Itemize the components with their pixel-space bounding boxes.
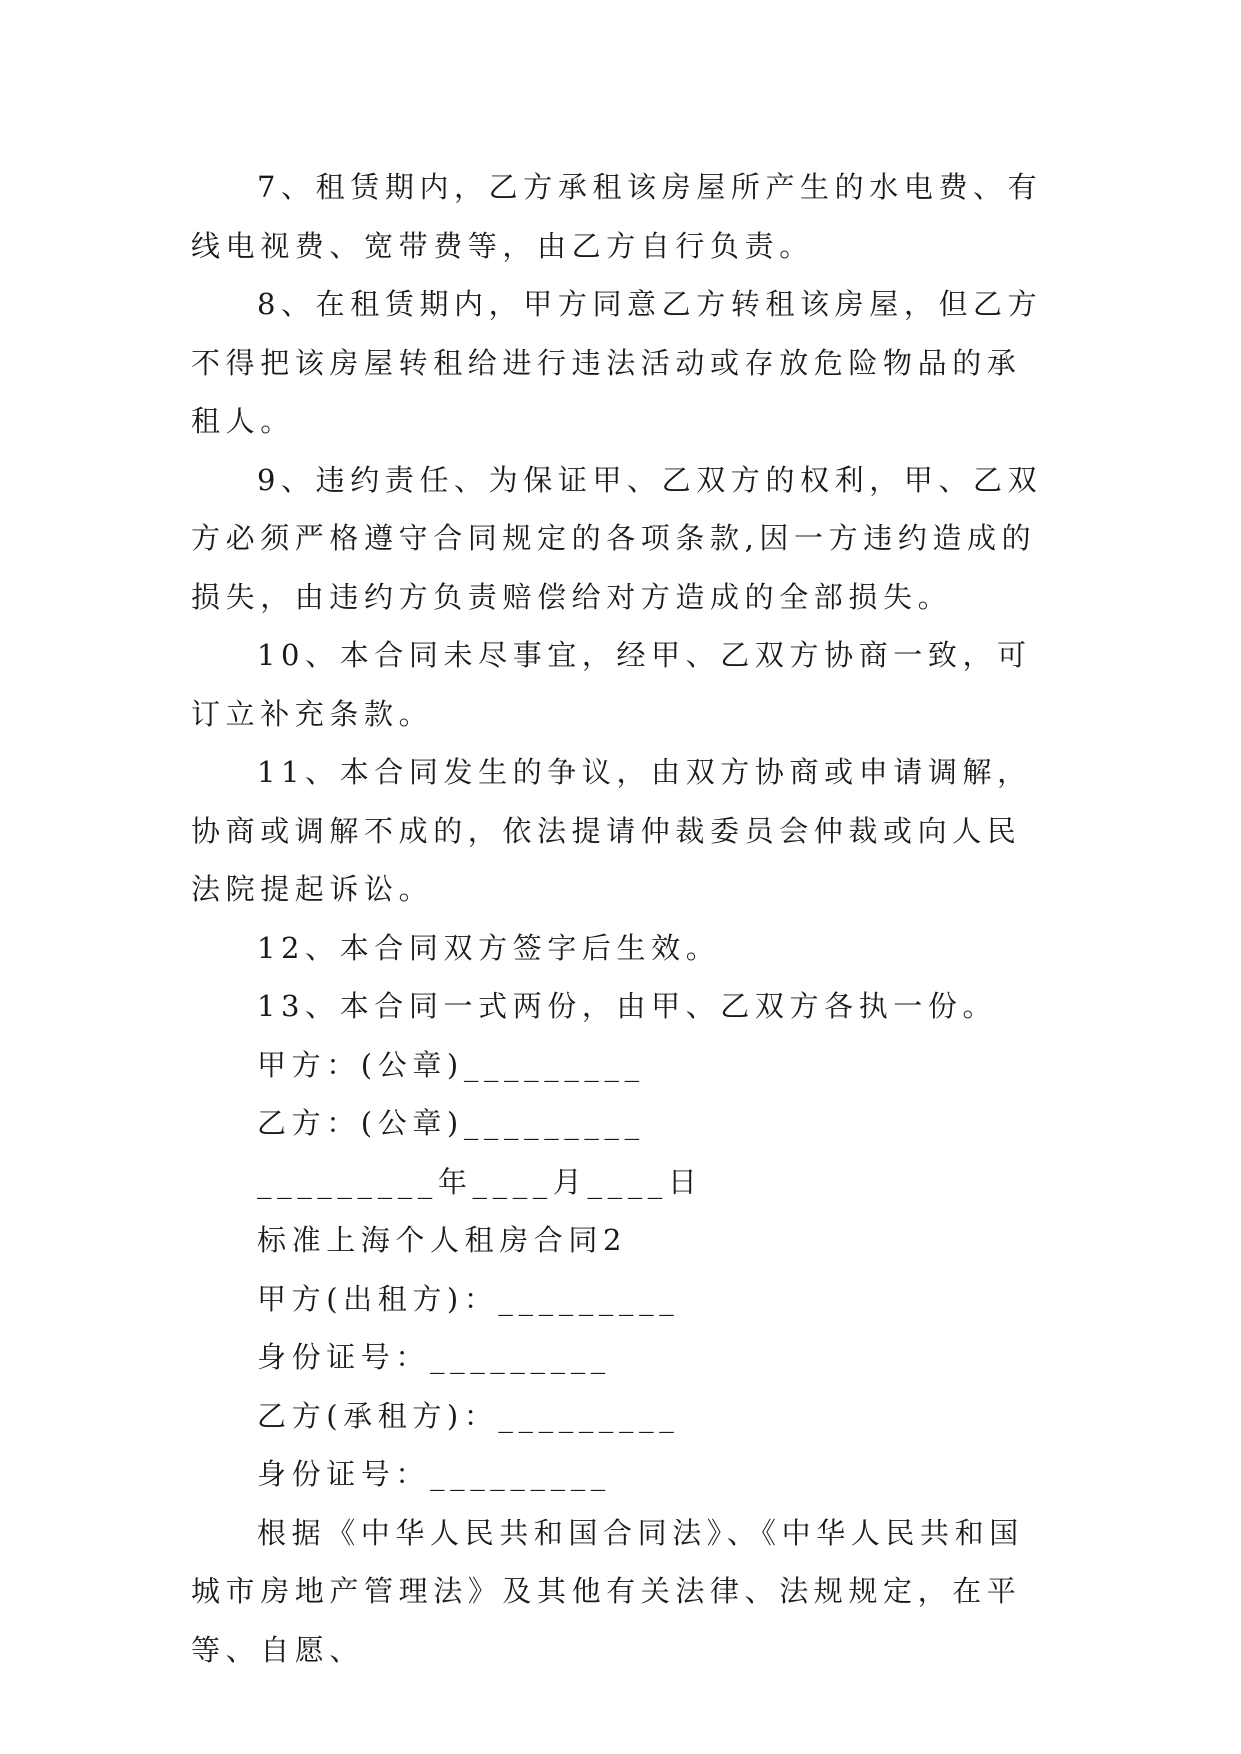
clause-13: 13、本合同一式两份，由甲、乙双方各执一份。 [257,989,998,1023]
lessor-id-line: 身份证号：_________ [257,1340,611,1374]
preamble-paragraph: 根据《中华人民共和国合同法》、《中华人民共和国城市房地产管理法》及其他有关法律、法规规定，在平等、自愿、 [191,1515,1024,1667]
lessor-line: 甲方(出租方)：_________ [257,1281,680,1316]
lessee-id-line: 身份证号：_________ [257,1457,611,1491]
lessee-line: 乙方(承租方)：_________ [257,1398,680,1433]
clause-8: 8、在租赁期内，甲方同意乙方转租该房屋，但乙方不得把该房屋转租给进行违法活动或存放危险物品的承租人。 [191,287,1043,438]
clause-9: 9、违约责任、为保证甲、乙双方的权利，甲、乙双方必须严格遵守合同规定的各项条款,因一方违约造成的损失，由违约方负责赔偿给对方造成的全部损失。 [191,462,1043,614]
clause-11: 11、本合同发生的争议，由双方协商或申请调解，协商或调解不成的，依法提请仲裁委员会仲裁或向人民法院提起诉讼。 [191,755,1032,906]
party-a-seal-line: 甲方：(公章)_________ [257,1047,645,1082]
contract-2-title: 标准上海个人租房合同2 [257,1223,628,1257]
clause-7: 7、租赁期内，乙方承租该房屋所产生的水电费、有线电视费、宽带费等，由乙方自行负责。 [191,170,1043,263]
date-line: _________年____月____日 [257,1164,703,1199]
party-b-seal-line: 乙方：(公章)_________ [257,1106,645,1140]
clause-10: 10、本合同未尽事宜，经甲、乙双方协商一致，可订立补充条款。 [191,638,1032,731]
clause-12: 12、本合同双方签字后生效。 [257,930,721,965]
document-page [191,158,1051,1679]
